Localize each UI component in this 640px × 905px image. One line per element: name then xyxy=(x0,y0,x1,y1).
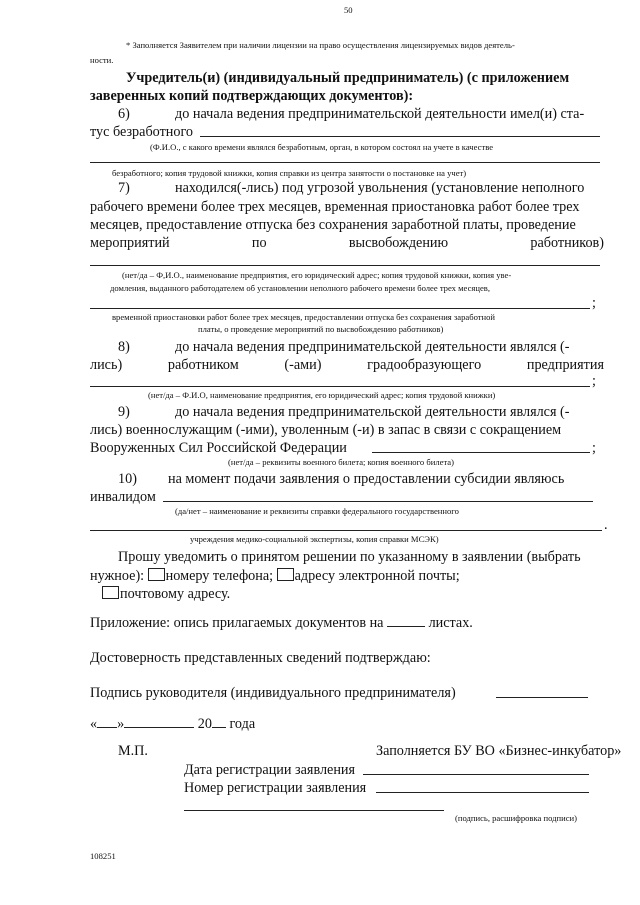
attachment-sheets-blank xyxy=(387,614,425,627)
item-8-word-4: градообразующего xyxy=(367,357,482,373)
post-checkbox[interactable] xyxy=(102,586,119,599)
email-option-label: адресу электронной почты; xyxy=(294,568,460,584)
item-6-hint-2: безработного; копия трудовой книжки, копия справки из центра занятости о постановке на учет) xyxy=(112,168,467,178)
mp-label: М.П. xyxy=(118,743,148,759)
page-number: 50 xyxy=(344,5,353,15)
date-line xyxy=(90,715,255,731)
item-8-line-2 xyxy=(90,358,604,372)
item-7-blank-line-1 xyxy=(90,265,600,266)
item-7-hint-3: временной приостановки работ более трех месяцев, предоставлении отпуска без сохранения заработной xyxy=(112,312,496,322)
item-7-line-3: месяцев, предоставление отпуска без сохранения заработной платы, проведение xyxy=(90,217,576,233)
item-9-line-1: до начала ведения предпринимательской деятельности являлся (- xyxy=(175,404,570,420)
attachment-prefix: Приложение: опись прилагаемых документов на xyxy=(90,615,384,631)
founder-heading-line-2: заверенных копий подтверждающих документов): xyxy=(90,88,414,104)
item-6-blank-line-2 xyxy=(90,162,600,163)
reg-date-label: Дата регистрации заявления xyxy=(184,762,356,778)
footer-code: 108251 xyxy=(90,851,116,861)
item-6-line-2: тус безработного xyxy=(90,124,194,140)
item-7-word-4: работников) xyxy=(530,235,604,251)
notify-line-3 xyxy=(102,586,230,601)
item-7-blank-line-2 xyxy=(90,308,590,309)
post-option-label: почтовому адресу. xyxy=(120,586,231,602)
item-6-line-1: до начала ведения предпринимательской деятельности имел(и) ста- xyxy=(175,106,585,122)
item-8-word-2: работником xyxy=(167,357,239,373)
footnote-line-2: ности. xyxy=(90,55,114,65)
item-8-number: 8) xyxy=(118,339,130,355)
item-6-blank-line-1 xyxy=(200,136,600,137)
item-10-blank-line-2 xyxy=(90,530,602,531)
item-10-number: 10) xyxy=(118,471,137,487)
item-7-line-4 xyxy=(90,236,604,250)
item-10-dot: . xyxy=(604,517,608,533)
item-6-hint-1: (Ф.И.О., с какого времени являлся безработным, орган, в котором состоял на учете в качестве xyxy=(150,142,494,152)
reg-date-blank xyxy=(363,774,589,775)
item-10-line-1: на момент подачи заявления о предоставлении субсидии являюсь xyxy=(168,471,565,487)
filled-by-label: Заполняется БУ ВО «Бизнес-инкубатор» xyxy=(376,743,622,759)
final-signature-blank xyxy=(184,810,444,811)
date-month-blank xyxy=(124,715,194,728)
item-8-hint-1: (нет/да – Ф.И.О, наименование предприятия, его юридический адрес; копия трудовой книжки) xyxy=(148,390,496,400)
email-checkbox[interactable] xyxy=(277,568,294,581)
item-7-hint-2: домления, выданного работодателем об установлении неполного рабочего времени более трех месяцев, xyxy=(110,283,490,293)
item-9-number: 9) xyxy=(118,404,130,420)
reg-number-blank xyxy=(376,792,589,793)
item-7-hint-4: платы, о проведение мероприятий по высвобождению работников) xyxy=(198,324,444,334)
date-year-prefix: 20 xyxy=(197,716,212,732)
item-7-line-1: находился(-лись) под угрозой увольнения (установление неполного xyxy=(175,180,585,196)
item-7-word-2: по xyxy=(251,235,267,251)
attachment-line xyxy=(90,614,473,630)
founder-heading-line-1: Учредитель(и) (индивидуальный предприниматель) (с приложением xyxy=(126,70,570,86)
signature-blank xyxy=(496,697,588,698)
item-8-blank-line xyxy=(90,386,590,387)
item-8-word-1: лись) xyxy=(90,357,123,373)
item-8-line-1: до начала ведения предпринимательской деятельности являлся (- xyxy=(175,339,570,355)
attachment-suffix: листах. xyxy=(428,615,473,631)
notify-line-2 xyxy=(90,568,460,583)
item-7-semicolon: ; xyxy=(592,295,596,311)
date-open-quote: « xyxy=(90,716,98,732)
item-10-line-2: инвалидом xyxy=(90,489,156,505)
phone-option-label: номеру телефона; xyxy=(165,568,274,584)
item-10-hint-2: учреждения медико-социальной экспертизы, копия справки МСЭК) xyxy=(190,534,439,544)
item-10-hint-1: (да/нет – наименование и реквизиты справки федерального государственного xyxy=(175,506,459,516)
item-6-number: 6) xyxy=(118,106,130,122)
notify-line-1: Прошу уведомить о принятом решении по указанному в заявлении (выбрать xyxy=(118,549,581,565)
item-9-line-2: лись) военнослужащим (-ими), уволенным (-и) в запас в связи с сокращением xyxy=(90,422,562,438)
item-7-word-1: мероприятий xyxy=(90,235,170,251)
reg-number-label: Номер регистрации заявления xyxy=(184,780,367,796)
date-close-quote: » xyxy=(117,716,125,732)
signature-label: Подпись руководителя (индивидуального предпринимателя) xyxy=(90,685,456,701)
item-9-semicolon: ; xyxy=(592,440,596,456)
item-7-word-3: высвобождению xyxy=(348,235,449,251)
confirm-line: Достоверность представленных сведений подтверждаю: xyxy=(90,650,431,666)
item-8-semicolon: ; xyxy=(592,373,596,389)
phone-checkbox[interactable] xyxy=(148,568,165,581)
date-day-blank xyxy=(97,715,117,728)
item-8-word-5: предприятия xyxy=(526,357,604,373)
item-7-line-2: рабочего времени более трех месяцев, временная приостановка работ более трех xyxy=(90,199,580,215)
item-7-hint-1: (нет/да – Ф,И.О., наименование предприятия, его юридический адрес; копия трудовой книжки, копия уве- xyxy=(122,270,512,280)
date-year-blank xyxy=(212,715,226,728)
item-7-number: 7) xyxy=(118,180,130,196)
footnote-line-1: * Заполняется Заявителем при наличии лицензии на право осуществления лицензируемых видов деятель- xyxy=(126,40,515,50)
date-year-suffix: года xyxy=(229,716,256,732)
item-10-blank-line-1 xyxy=(163,501,593,502)
item-9-blank-line xyxy=(372,452,590,453)
item-9-hint-1: (нет/да – реквизиты военного билета; копия военного билета) xyxy=(228,457,454,467)
notify-prefix: нужное): xyxy=(90,568,145,584)
item-9-line-3: Вооруженных Сил Российской Федерации xyxy=(90,440,347,456)
signature-hint: (подпись, расшифровка подписи) xyxy=(455,813,577,823)
item-8-word-3: (-ами) xyxy=(284,357,322,373)
